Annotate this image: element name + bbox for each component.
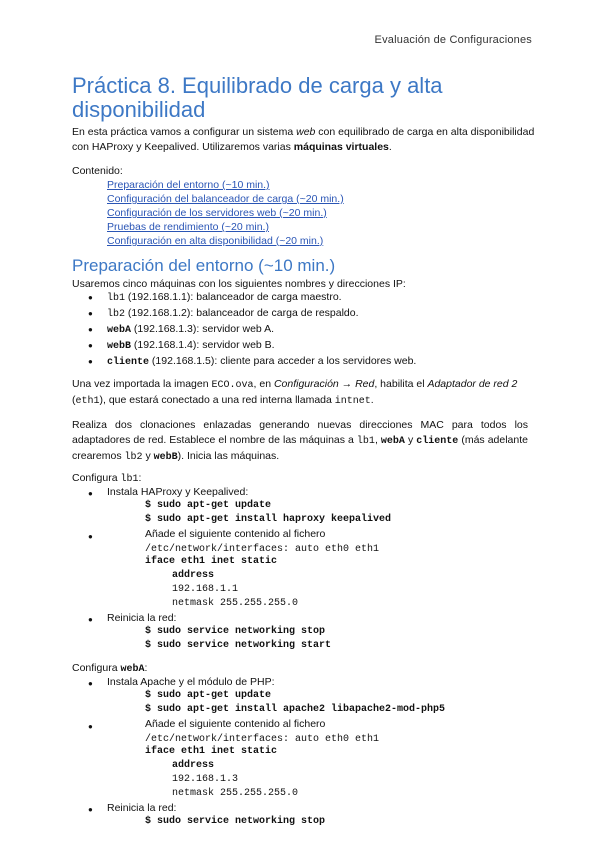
toc-link-pruebas[interactable]: Pruebas de rendimiento (~20 min.) xyxy=(107,221,269,233)
menu-path: Configuración → Red xyxy=(273,378,375,390)
config-label: Configura xyxy=(72,472,121,484)
lb1-address-val: 192.168.1.1 xyxy=(172,584,239,595)
adapter-name: Adaptador de red 2 xyxy=(427,378,518,390)
import-text: Una vez importada la imagen xyxy=(72,378,212,390)
contents-label: Contenido: xyxy=(72,165,123,177)
config-label: Configura xyxy=(72,662,121,674)
machine-desc: : cliente para acceder a los servidores web. xyxy=(214,355,417,367)
toc-link-balanceador[interactable]: Configuración del balanceador de carga (~20 min.) xyxy=(107,193,344,205)
import-text: , en xyxy=(253,378,274,390)
machine-desc: : balanceador de carga maestro. xyxy=(190,291,342,303)
webA-address-val: 192.168.1.3 xyxy=(172,774,239,785)
lb1-step-restart: Reinicia la red: xyxy=(107,612,177,624)
lb1-cmd-start: $ sudo service networking start xyxy=(145,640,332,651)
toc-item xyxy=(107,220,344,234)
machine-name: lb1 xyxy=(107,293,126,304)
network-name: intnet xyxy=(334,396,371,407)
lb1-iface-line: iface eth1 inet static xyxy=(145,556,278,567)
machine-name: cliente xyxy=(107,357,150,368)
webA-step-file: Añade el siguiente contenido al fichero xyxy=(145,718,326,730)
toc-item xyxy=(107,234,344,248)
lb1-cmd-stop: $ sudo service networking stop xyxy=(145,626,326,637)
intro-vm-bold: máquinas virtuales xyxy=(293,141,389,153)
webA-cmd-update: $ sudo apt-get update xyxy=(145,690,272,701)
file-suffix: : auto eth0 eth1 xyxy=(283,544,380,555)
webA-netmask: netmask 255.255.255.0 xyxy=(172,788,299,799)
import-text: ( xyxy=(72,394,76,406)
clone-text: y xyxy=(404,434,417,446)
host-name: webB xyxy=(153,452,178,463)
intro-text: En esta práctica vamos a configurar un sistema xyxy=(72,126,297,138)
webA-cmd-install: $ sudo apt-get install apache2 libapache2-mod-php5 xyxy=(145,704,446,715)
machine-ip: (192.168.1.1) xyxy=(125,291,191,303)
lb1-cmd-install: $ sudo apt-get install haproxy keepalived xyxy=(145,514,392,525)
intro-text: con equilibrado de carga en alta disponibilidad con HAProxy y Keepalived. Utilizaremos varias xyxy=(72,126,535,153)
machine-item xyxy=(88,306,416,322)
bullet-icon: ● xyxy=(88,532,93,541)
intro-text: . xyxy=(388,141,392,153)
toc-item xyxy=(107,206,344,220)
toc-link-preparacion[interactable]: Preparación del entorno (~10 min.) xyxy=(107,179,270,191)
running-header: Evaluación de Configuraciones xyxy=(374,34,532,46)
intro-paragraph xyxy=(72,125,542,155)
section-heading-preparacion: Preparación del entorno (~10 min.) xyxy=(72,256,336,275)
machine-name: webA xyxy=(107,325,132,336)
clone-text: y xyxy=(142,450,154,462)
config-host: webA xyxy=(120,664,145,675)
config-host: lb1 xyxy=(120,474,139,485)
lb1-address-kw: address xyxy=(172,570,215,581)
machine-ip: (192.168.1.4) xyxy=(131,339,197,351)
machine-item xyxy=(88,354,416,370)
lb1-netmask: netmask 255.255.255.0 xyxy=(172,598,299,609)
webA-address-kw: address xyxy=(172,760,215,771)
table-of-contents xyxy=(107,178,344,248)
clone-text: (más adelante crearemos xyxy=(72,434,528,462)
machines-lead: Usaremos cinco máquinas con los siguientes nombres y direcciones IP: xyxy=(72,278,406,290)
machine-name: webB xyxy=(107,341,132,352)
toc-item xyxy=(107,178,344,192)
machine-list xyxy=(88,290,416,370)
import-text: , habilita el xyxy=(374,378,428,390)
file-suffix: : auto eth0 eth1 xyxy=(283,734,380,745)
machine-ip: (192.168.1.2) xyxy=(125,307,191,319)
machine-ip: (192.168.1.3) xyxy=(131,323,197,335)
toc-link-alta-disponibilidad[interactable]: Configuración en alta disponibilidad (~20 min.) xyxy=(107,235,324,247)
lb1-step-file: Añade el siguiente contenido al fichero xyxy=(145,528,326,540)
clone-text: ). Inicia las máquinas. xyxy=(177,450,280,462)
file-path: /etc/network/interfaces xyxy=(145,544,284,555)
webA-step-install: Instala Apache y el módulo de PHP: xyxy=(107,676,275,688)
lb1-cmd-update: $ sudo apt-get update xyxy=(145,500,272,511)
machine-item xyxy=(88,338,416,354)
host-name: webA xyxy=(380,436,405,447)
file-path: /etc/network/interfaces xyxy=(145,734,284,745)
clone-text: Realiza dos clonaciones enlazadas generando nuevas direcciones MAC para todos los adaptadores de red. Establece el nombre de las máquinas a xyxy=(72,419,528,446)
import-text: . xyxy=(370,394,374,406)
machine-item xyxy=(88,290,416,306)
webA-step-restart: Reinicia la red: xyxy=(107,802,177,814)
interface-name: eth1 xyxy=(75,396,100,407)
machine-name: lb2 xyxy=(107,309,126,320)
bullet-icon: ● xyxy=(88,489,93,498)
machine-item xyxy=(88,322,416,338)
toc-link-servidores[interactable]: Configuración de los servidores web (~20 min.) xyxy=(107,207,327,219)
config-colon: : xyxy=(138,472,142,484)
bullet-icon: ● xyxy=(88,805,93,814)
bullet-icon: ● xyxy=(88,615,93,624)
config-colon: : xyxy=(144,662,148,674)
machine-desc: : servidor web B. xyxy=(196,339,275,351)
host-name: lb1 xyxy=(356,436,375,447)
machine-desc: : balanceador de carga de respaldo. xyxy=(190,307,359,319)
host-name: lb2 xyxy=(124,452,143,463)
image-file-name: ECO.ova xyxy=(211,380,254,391)
clone-paragraph xyxy=(72,418,528,465)
lb1-step-install: Instala HAProxy y Keepalived: xyxy=(107,486,249,498)
bullet-icon: ● xyxy=(88,722,93,731)
bullet-icon: ● xyxy=(88,679,93,688)
host-name: cliente xyxy=(416,436,459,447)
clone-text: , xyxy=(374,434,381,446)
machine-desc: : servidor web A. xyxy=(196,323,275,335)
import-paragraph xyxy=(72,377,528,409)
webA-iface-line: iface eth1 inet static xyxy=(145,746,278,757)
toc-item xyxy=(107,192,344,206)
import-text: ), que estará conectado a una red interna llamada xyxy=(99,394,335,406)
page-title: Práctica 8. Equilibrado de carga y alta disponibilidad xyxy=(72,73,443,122)
intro-web-word: web xyxy=(296,126,316,138)
machine-ip: (192.168.1.5) xyxy=(149,355,215,367)
webA-cmd-stop: $ sudo service networking stop xyxy=(145,816,326,827)
